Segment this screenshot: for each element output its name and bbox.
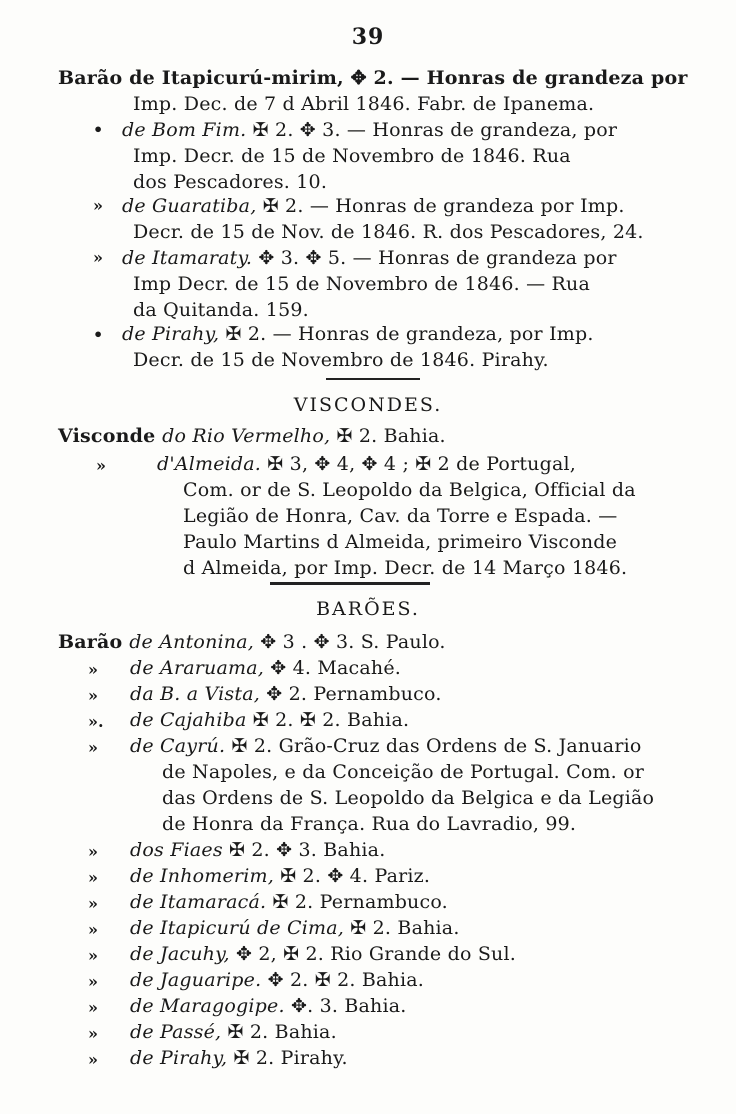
entry-line bbox=[130, 864, 430, 888]
entry-line: Com. or de S. Leopoldo da Belgica, Official da bbox=[183, 479, 636, 501]
entry-text: ✠ 2. Pirahy. bbox=[233, 1047, 348, 1069]
entry-line bbox=[130, 1020, 337, 1044]
ditto-mark: » bbox=[88, 842, 98, 861]
entry-name: de Jacuhy, bbox=[130, 943, 236, 965]
ditto-mark: » bbox=[88, 972, 98, 991]
entry-line bbox=[130, 734, 642, 758]
section-heading-viscondes: VISCONDES. bbox=[293, 394, 443, 416]
entry-text: ✥. 3. Bahia. bbox=[290, 995, 407, 1017]
entry-line bbox=[130, 890, 448, 914]
section-heading-baroes: BARÕES. bbox=[316, 598, 420, 620]
ditto-mark: » bbox=[88, 868, 98, 887]
entry-name: de Araruama, bbox=[130, 657, 271, 679]
entry-line bbox=[130, 838, 385, 862]
entry-text: ✠ 2. Grão-Cruz das Ordens de S. Januario bbox=[231, 735, 642, 757]
ditto-mark: ». bbox=[88, 712, 104, 731]
ditto-mark: » bbox=[96, 456, 106, 475]
ditto-mark: » bbox=[88, 920, 98, 939]
entry-name: de Passé, bbox=[130, 1021, 228, 1043]
entry-name: de Itamaracá. bbox=[130, 891, 273, 913]
entry-text: ✥ 2. Pernambuco. bbox=[266, 683, 442, 705]
entry-text: ✠ 2. ✥ 3. Bahia. bbox=[229, 839, 386, 861]
ditto-mark: » bbox=[88, 1050, 98, 1069]
ditto-mark: » bbox=[88, 894, 98, 913]
entry-title: de Pirahy, bbox=[122, 323, 226, 345]
entry-line bbox=[130, 942, 516, 966]
entry-line: Paulo Martins d Almeida, primeiro Visconde bbox=[183, 531, 618, 553]
entry-name: do Rio Vermelho, bbox=[162, 425, 337, 447]
entry-text: ✠ 2. ✥ 4. Pariz. bbox=[280, 865, 431, 887]
entry-line bbox=[58, 66, 688, 90]
entry-name: de Pirahy, bbox=[130, 1047, 234, 1069]
entry-line: da Quitanda. 159. bbox=[133, 299, 309, 321]
entry-text: ✠ 2. Bahia. bbox=[336, 425, 446, 447]
ditto-mark: » bbox=[88, 686, 98, 705]
entry-line bbox=[130, 656, 401, 680]
entry-line bbox=[58, 630, 446, 654]
entry-name: dos Fiaes bbox=[130, 839, 230, 861]
entry-line bbox=[122, 194, 625, 218]
section-divider bbox=[270, 582, 430, 585]
entry-text: ✠ 2. — Honras de grandeza, por Imp. bbox=[225, 323, 594, 345]
entry-line bbox=[122, 118, 617, 142]
ditto-mark: » bbox=[88, 946, 98, 965]
entry-text: ✥ 2. — Honras de grandeza por bbox=[350, 67, 688, 89]
entry-line: Legião de Honra, Cav. da Torre e Espada. — bbox=[183, 505, 618, 527]
entry-line: Imp. Decr. de 15 de Novembro de 1846. Rua bbox=[133, 145, 571, 167]
entry-name: de Cayrú. bbox=[130, 735, 232, 757]
entry-line bbox=[130, 994, 407, 1018]
entry-text: ✠ 3, ✥ 4, ✥ 4 ; ✠ 2 de Portugal, bbox=[267, 453, 577, 475]
entry-line: de Napoles, e da Conceição de Portugal. Com. or bbox=[162, 761, 645, 783]
entry-title: de Guaratiba, bbox=[122, 195, 263, 217]
entry-name: de Cajahiba bbox=[130, 709, 253, 731]
entry-line: de Honra da França. Rua do Lavradio, 99. bbox=[162, 813, 577, 835]
entry-title: Barão bbox=[58, 631, 130, 653]
section-divider bbox=[326, 378, 420, 380]
entry-title: de Itamaraty. bbox=[122, 247, 259, 269]
ditto-mark: » bbox=[88, 738, 98, 757]
entry-text: ✠ 2. ✥ 3. — Honras de grandeza, por bbox=[252, 119, 618, 141]
entry-line: Imp. Dec. de 7 d Abril 1846. Fabr. de Ipanema. bbox=[133, 93, 595, 115]
ditto-mark: » bbox=[88, 998, 98, 1017]
ditto-mark: • bbox=[93, 120, 104, 139]
entry-name: de Itapicurú de Cima, bbox=[130, 917, 351, 939]
entry-title: Visconde bbox=[58, 425, 163, 447]
entry-name: de Antonina, bbox=[129, 631, 261, 653]
entry-line bbox=[157, 452, 576, 476]
entry-line bbox=[122, 322, 594, 346]
entry-text: ✠ 2. Pernambuco. bbox=[272, 891, 448, 913]
entry-text: ✥ 2, ✠ 2. Rio Grande do Sul. bbox=[236, 943, 516, 965]
entry-line bbox=[130, 682, 442, 706]
ditto-mark: » bbox=[88, 660, 98, 679]
entry-line: Imp Decr. de 15 de Novembro de 1846. — Rua bbox=[133, 273, 590, 295]
entry-name: d'Almeida. bbox=[157, 453, 268, 475]
entry-line bbox=[130, 1046, 348, 1070]
ditto-mark: • bbox=[93, 325, 104, 344]
entry-name: da B. a Vista, bbox=[130, 683, 267, 705]
entry-line: das Ordens de S. Leopoldo da Belgica e da Legião bbox=[162, 787, 655, 809]
entry-name: de Maragogipe. bbox=[130, 995, 291, 1017]
entry-line: Decr. de 15 de Nov. de 1846. R. dos Pescadores, 24. bbox=[133, 221, 644, 243]
entry-line: Decr. de 15 de Novembro de 1846. Pirahy. bbox=[133, 349, 549, 371]
entry-text: ✠ 2. ✠ 2. Bahia. bbox=[252, 709, 410, 731]
ditto-mark: » bbox=[88, 1024, 98, 1043]
entry-text: ✥ 3 . ✥ 3. S. Paulo. bbox=[260, 631, 446, 653]
entry-line: dos Pescadores. 10. bbox=[133, 171, 328, 193]
entry-line bbox=[130, 916, 460, 940]
entry-text: ✠ 2. Bahia. bbox=[227, 1021, 337, 1043]
ditto-mark: » bbox=[93, 248, 103, 267]
entry-title: Barão de Itapicurú-mirim, bbox=[58, 67, 351, 89]
entry-text: ✥ 2. ✠ 2. Bahia. bbox=[267, 969, 425, 991]
entry-name: de Jaguaripe. bbox=[130, 969, 268, 991]
entry-text: ✠ 2. Bahia. bbox=[350, 917, 460, 939]
entry-text: ✠ 2. — Honras de grandeza por Imp. bbox=[262, 195, 625, 217]
entry-line: d Almeida, por Imp. Decr. de 14 Março 1846. bbox=[183, 557, 628, 579]
entry-text: ✥ 4. Macahé. bbox=[270, 657, 402, 679]
entry-line bbox=[122, 246, 617, 270]
page-number: 39 bbox=[351, 24, 385, 50]
entry-line bbox=[130, 968, 424, 992]
entry-line bbox=[58, 424, 446, 448]
ditto-mark: » bbox=[93, 196, 103, 215]
entry-title: de Bom Fim. bbox=[122, 119, 253, 141]
entry-text: ✥ 3. ✥ 5. — Honras de grandeza por bbox=[258, 247, 617, 269]
entry-name: de Inhomerim, bbox=[130, 865, 281, 887]
entry-line bbox=[130, 708, 409, 732]
